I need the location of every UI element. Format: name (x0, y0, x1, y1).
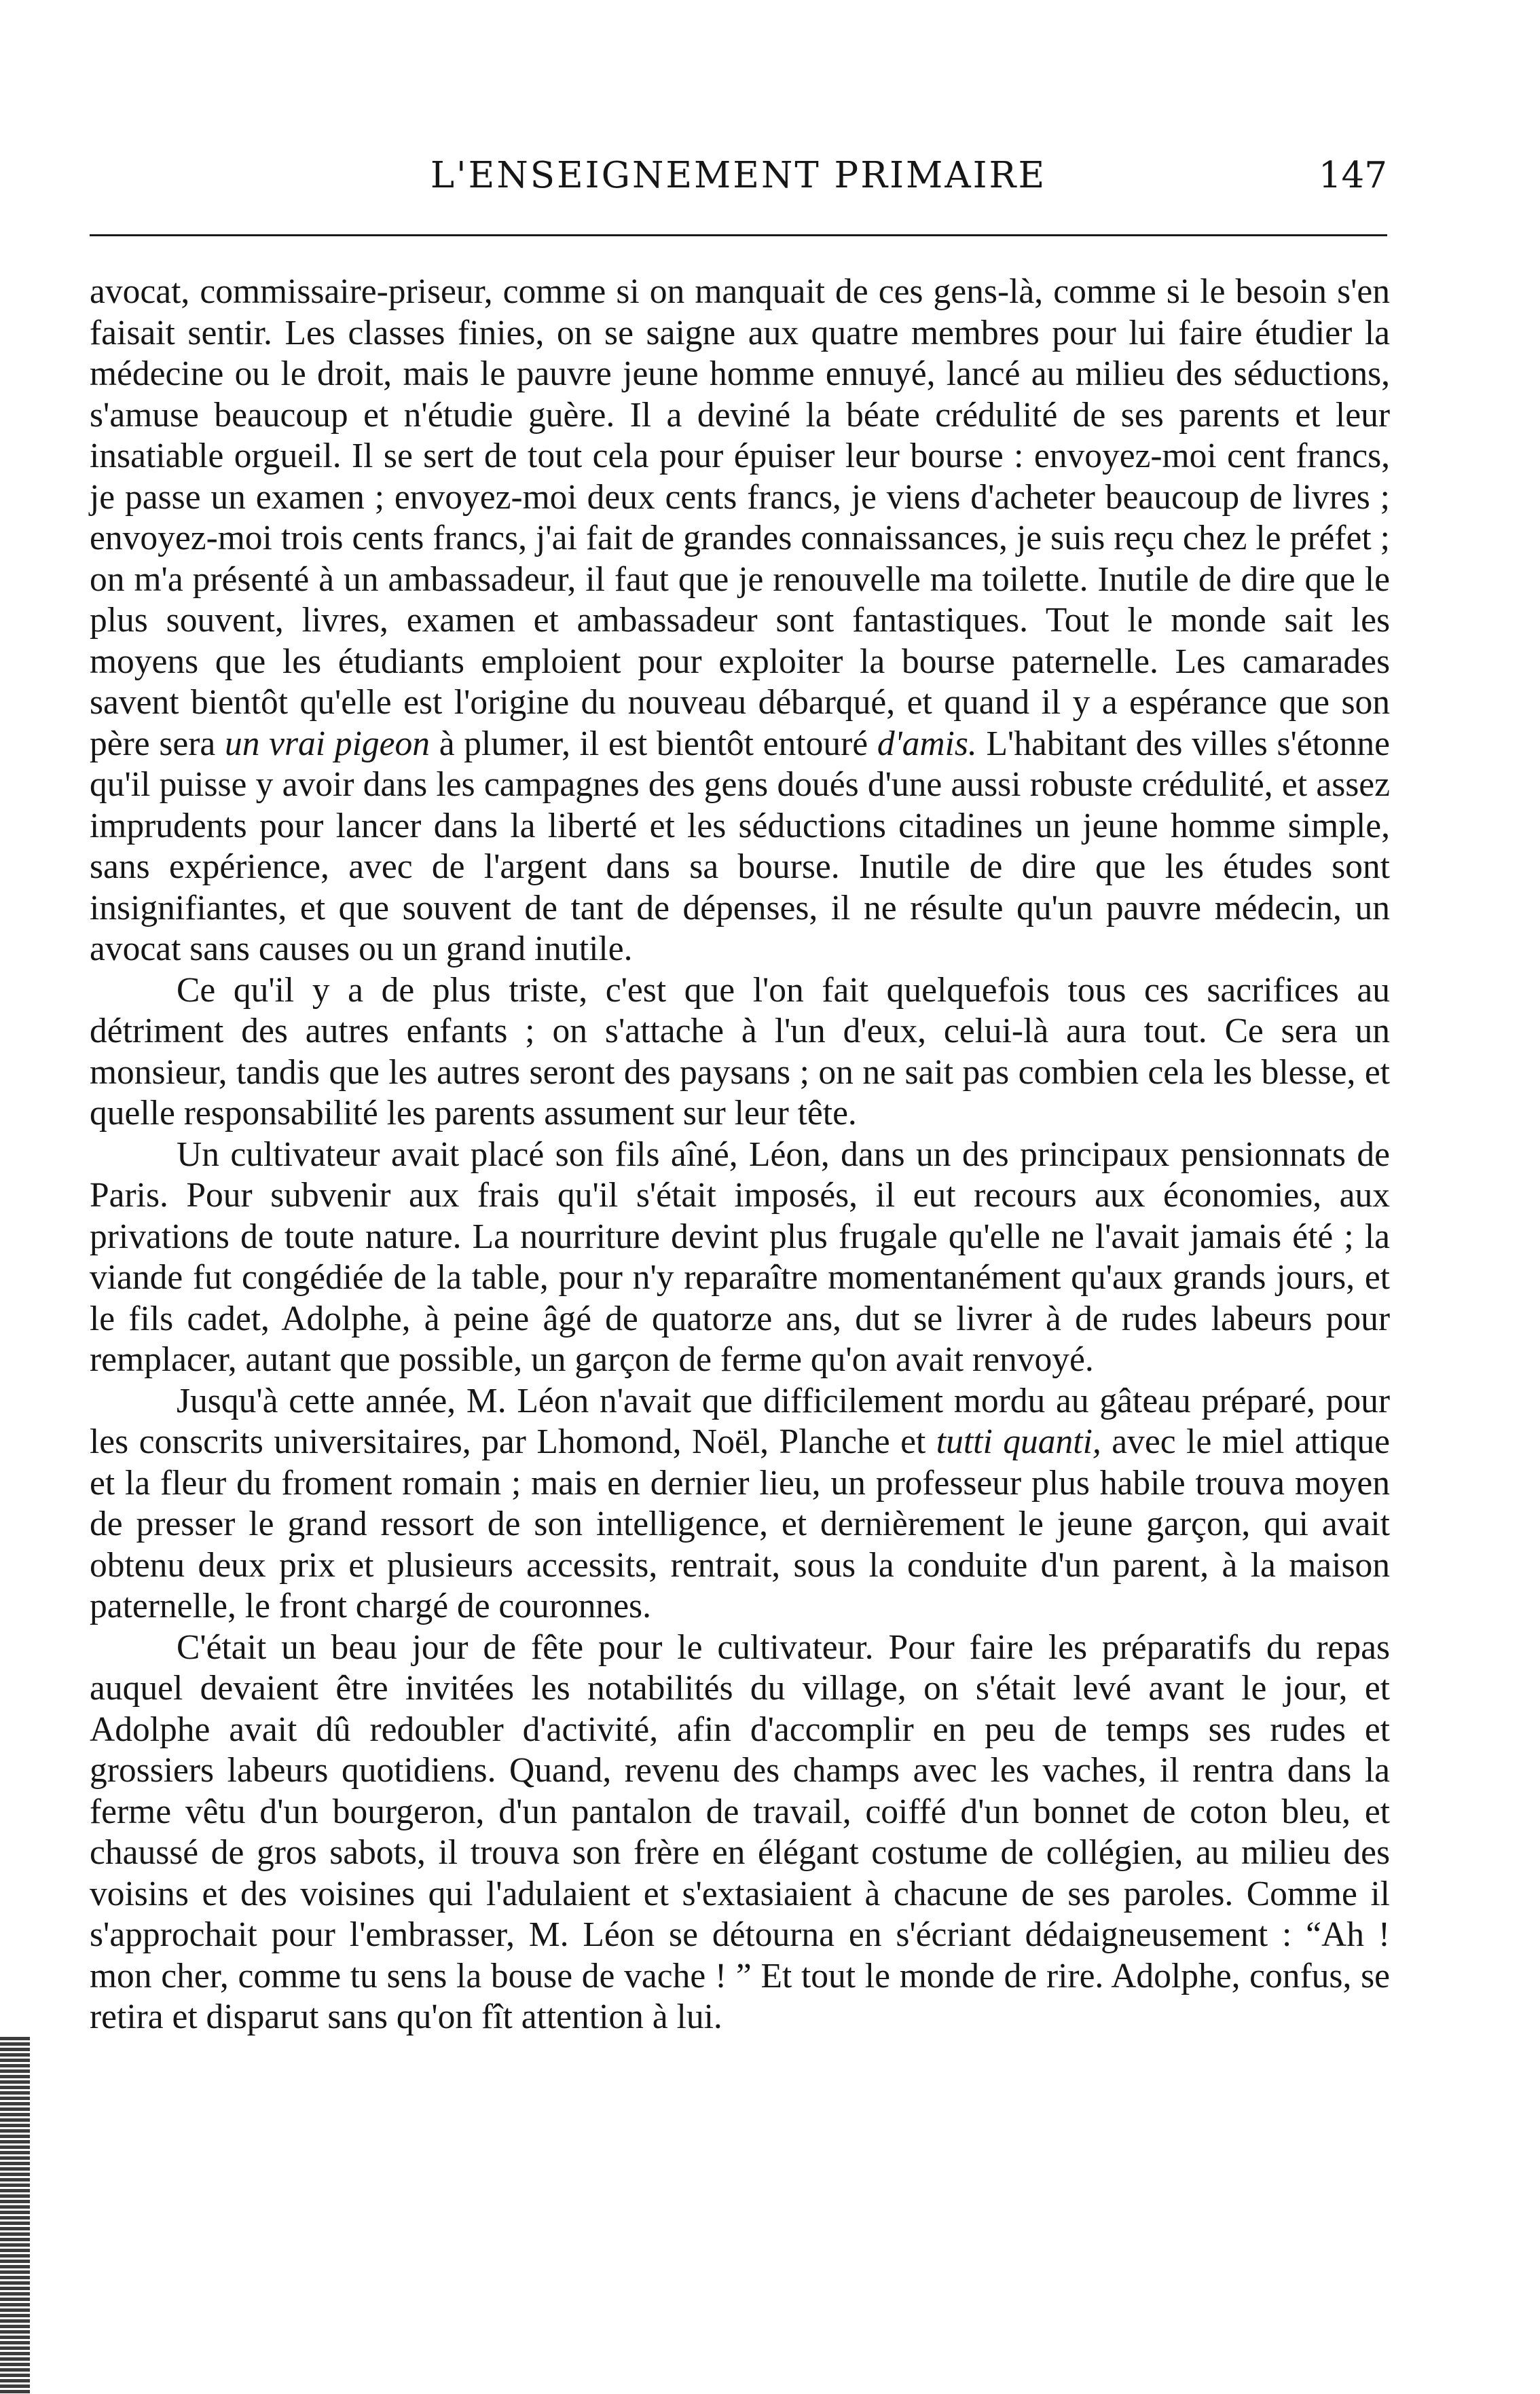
paragraph-3: Un cultivateur avait placé son fils aîné, Léon, dans un des principaux pensionnats de Paris. Pour subvenir aux frais qu'il s'était imposés, il eut recours aux économies, aux privations de toute nature. La nourriture devint plus frugale qu'elle ne l'avait jamais été ; la viande fut congédiée de la table, pour n'y reparaître momentanément qu'aux grands jours, et le fils cadet, Adolphe, à peine âgé de quatorze ans, dut se livrer à de rudes labeurs pour remplacer, autant que possible, un garçon de ferme qu'on avait renvoyé. (90, 1135, 1390, 1379)
paragraph-1-text-b: à plumer, il est bientôt entouré (439, 724, 868, 763)
running-title: L'ENSEIGNEMENT PRIMAIRE (430, 155, 1047, 196)
page-header (90, 155, 1387, 209)
italic-phrase-tutti-quanti: tutti quanti, (936, 1422, 1101, 1461)
paragraph-5: C'était un beau jour de fête pour le cultivateur. Pour faire les préparatifs du repas auquel devaient être invitées les notabilités du village, on s'était levé avant le jour, et Adolphe avait dû redoubler d'activité, afin d'accomplir en peu de temps ses rudes et grossiers labeurs quotidiens. Quand, revenu des champs avec les vaches, il rentra dans la ferme vêtu d'un bourgeron, d'un pantalon de travail, coiffé d'un bonnet de coton bleu, et chaussé de gros sabots, il trouva son frère en élégant costume de collégien, au milieu des voisins et des voisines qui l'adulaient et s'extasiaient à chacune de ses paroles. Comme il s'approchait pour l'embrasser, M. Léon se détourna en s'écriant dédaigneusement : “Ah ! mon cher, comme tu sens la bouse de vache ! ” Et tout le monde de rire. Adolphe, confus, se retira et disparut sans qu'on fît attention à lui. (90, 1627, 1390, 2036)
paragraph-4-text-a: Jusqu'à cette année, M. Léon n'avait que difficilement mordu au gâteau préparé, pour les conscrits universitaires, par Lhomond, Noël, Planche et (90, 1381, 1390, 1461)
italic-word-amis: d'amis. (877, 724, 977, 763)
header-rule (90, 234, 1387, 236)
paragraph-4 (90, 1381, 1390, 1627)
page-body (90, 272, 1390, 2038)
page-number: 147 (1318, 155, 1387, 196)
binding-edge-bleed (0, 2037, 30, 2394)
paragraph-4-text-b: avec le miel attique et la fleur du froment romain ; mais en dernier lieu, un professeur plus habile trouva moyen de presser le grand ressort de son intelligence, et dernièrement le jeune garçon, qui avait obtenu deux prix et plusieurs accessits, rentrait, sous la conduite d'un parent, à la maison paternelle, le front chargé de couronnes. (90, 1422, 1391, 1625)
paragraph-1-text-a: avocat, commissaire-priseur, comme si on manquait de ces gens-là, comme si le besoin s'en faisait sentir. Les classes finies, on se saigne aux quatre membres pour lui faire étudier la médecine ou le droit, mais le pauvre jeune homme ennuyé, lancé au milieu des séductions, s'amuse beaucoup et n'étudie guère. Il a deviné la béate crédulité de ses parents et leur insatiable orgueil. Il se sert de tout cela pour épuiser leur bourse : envoyez-moi cent francs, je passe un examen ; envoyez-moi deux cents francs, je viens d'acheter beaucoup de livres ; envoyez-moi trois cents francs, j'ai fait de grandes connaissances, je suis reçu chez le préfet ; on m'a présenté à un ambassadeur, il faut que je renouvelle ma toilette. Inutile de dire que le plus souvent, livres, examen et ambassadeur sont fantastiques. Tout le monde sait les moyens que les étudiants emploient pour exploiter la bourse paternelle. Les camarades savent bientôt qu'elle est l'origine du nouveau débarqué, et quand il y a espérance que son père sera (90, 272, 1390, 763)
paragraph-2: Ce qu'il y a de plus triste, c'est que l'on fait quelquefois tous ces sacrifices au détriment des autres enfants ; on s'attache à l'un d'eux, celui-là aura tout. Ce sera un monsieur, tandis que les autres seront des paysans ; on ne sait pas combien cela les blesse, et quelle responsabilité les parents assument sur leur tête. (90, 970, 1390, 1132)
paragraph-1 (90, 272, 1390, 970)
paragraph-1-text-c: L'habitant des villes s'étonne qu'il puisse y avoir dans les campagnes des gens doués d'une aussi robuste crédulité, et assez imprudents pour lancer dans la liberté et les séductions citadines un jeune homme simple, sans expérience, avec de l'argent dans sa bourse. Inutile de dire que les études sont insignifiantes, et que souvent de tant de dépenses, il ne résulte qu'un pauvre médecin, un avocat sans causes ou un grand inutile. (90, 724, 1391, 968)
italic-phrase-vrai-pigeon: un vrai pigeon (224, 724, 430, 763)
